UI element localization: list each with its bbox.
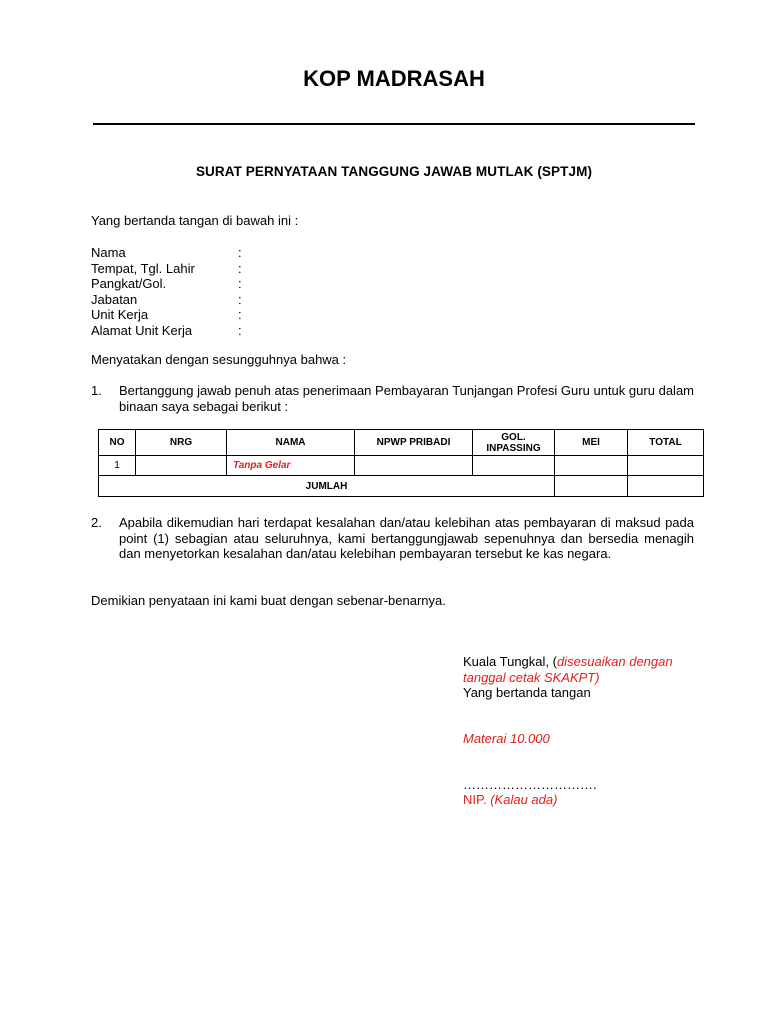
col-header-mei: MEI xyxy=(555,430,628,456)
point-number: 2. xyxy=(91,515,102,530)
point-number: 1. xyxy=(91,383,102,398)
signature-place: Kuala Tungkal, ( xyxy=(463,654,557,669)
field-nama xyxy=(91,245,391,261)
nip-line xyxy=(463,792,713,808)
jumlah-mei xyxy=(555,476,628,497)
cell-mei xyxy=(555,456,628,476)
signature-date-note: disesuaikan dengan tanggal cetak SKAKPT) xyxy=(463,654,673,685)
field-colon: : xyxy=(238,276,242,291)
cell-total xyxy=(628,456,704,476)
col-header-total: TOTAL xyxy=(628,430,704,456)
signer-label: Yang bertanda tangan xyxy=(463,685,591,700)
field-unit-kerja xyxy=(91,307,391,323)
field-label: Pangkat/Gol. xyxy=(91,276,167,291)
col-header-gol-inpassing xyxy=(473,430,555,456)
table-header-row xyxy=(99,430,704,456)
cell-npwp xyxy=(355,456,473,476)
field-label: Alamat Unit Kerja xyxy=(91,322,193,338)
closing-text: Demikian penyataan ini kami buat dengan sebenar-benarnya. xyxy=(91,593,446,608)
field-colon: : xyxy=(238,291,242,307)
field-label: Unit Kerja xyxy=(91,307,149,322)
signature-place-date xyxy=(463,654,713,685)
field-colon: : xyxy=(238,307,242,322)
cell-no: 1 xyxy=(99,456,136,476)
cell-nrg xyxy=(136,456,227,476)
field-alamat-unit-kerja xyxy=(91,323,391,339)
point-text: Apabila dikemudian hari terdapat kesalahan dan/atau kelebihan atas pembayaran di maksud pada point (1) sebagian atau seluruhnya, kami bertanggungjawab sepenuhnya dan bersedia menagih dan menyetorkan kesalahan dan/atau kelebihan pembayaran tersebut ke kas negara. xyxy=(119,515,694,561)
intro-text: Yang bertanda tangan di bawah ini : xyxy=(91,213,299,228)
field-colon: : xyxy=(238,322,242,338)
field-colon: : xyxy=(238,245,242,260)
field-label: Nama xyxy=(91,245,126,260)
nip-label: NIP. xyxy=(463,792,491,807)
jumlah-label: JUMLAH xyxy=(99,476,555,497)
col-header-gol-line2: INPASSING xyxy=(486,442,541,454)
field-colon: : xyxy=(238,260,242,276)
col-header-no: NO xyxy=(99,430,136,456)
field-label: Tempat, Tgl. Lahir xyxy=(91,260,195,276)
letterhead-title: KOP MADRASAH xyxy=(303,66,485,91)
table-total-row xyxy=(99,476,704,497)
jumlah-total xyxy=(628,476,704,497)
table-row xyxy=(99,456,704,476)
nip-note: (Kalau ada) xyxy=(490,792,558,807)
document-title: SURAT PERNYATAAN TANGGUNG JAWAB MUTLAK (SPTJM) xyxy=(195,164,593,179)
teacher-allowance-table xyxy=(98,429,704,497)
col-header-gol-line1: GOL. xyxy=(501,431,526,443)
field-pangkat-gol xyxy=(91,276,391,292)
field-jabatan xyxy=(91,292,391,308)
field-tempat-tgl-lahir xyxy=(91,261,391,277)
col-header-nrg: NRG xyxy=(136,430,227,456)
signature-dots: …………………………. xyxy=(463,777,597,792)
field-label: Jabatan xyxy=(91,291,138,307)
cell-nama: Tanpa Gelar xyxy=(227,456,355,476)
point-text: Bertanggung jawab penuh atas penerimaan Pembayaran Tunjangan Profesi Guru untuk guru dalam binaan saya sebagai berikut : xyxy=(119,383,694,414)
materai-label: Materai 10.000 xyxy=(463,731,550,746)
col-header-npwp: NPWP PRIBADI xyxy=(355,430,473,456)
statement-text: Menyatakan dengan sesungguhnya bahwa : xyxy=(91,352,347,367)
cell-gol xyxy=(473,456,555,476)
col-header-nama: NAMA xyxy=(227,430,355,456)
letterhead-rule xyxy=(93,123,695,125)
